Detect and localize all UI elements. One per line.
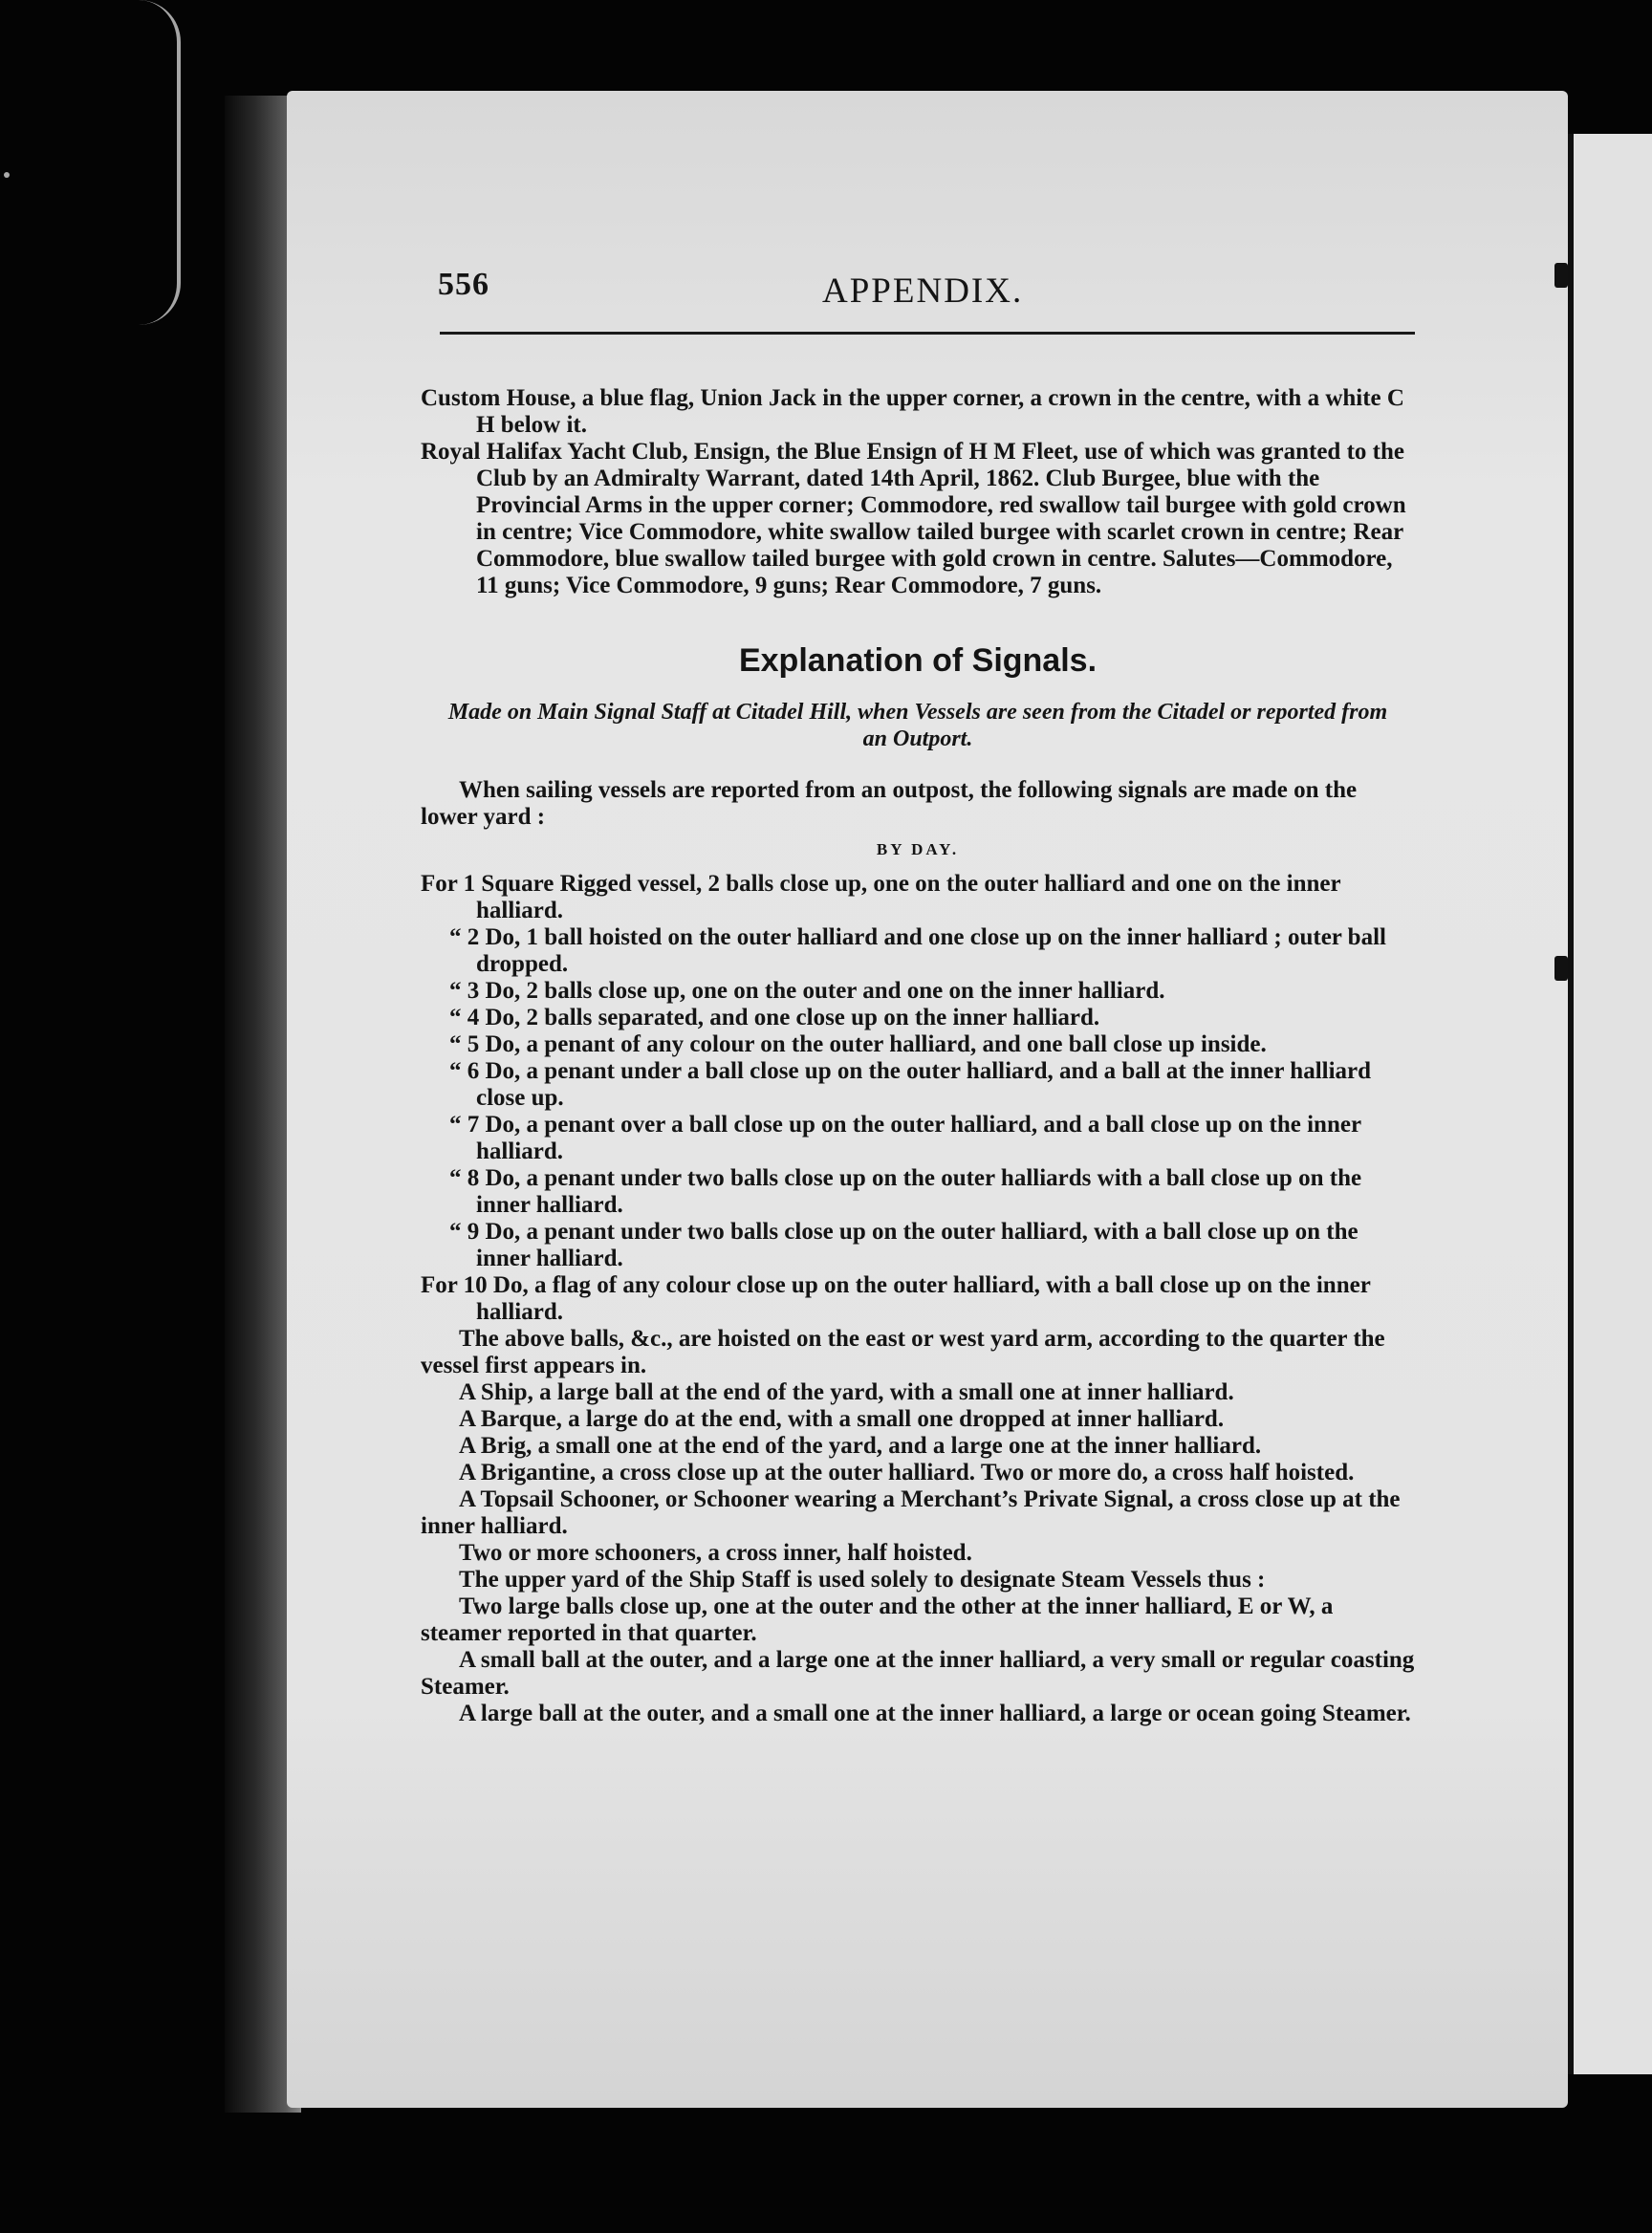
intro-paragraph: Custom House, a blue flag, Union Jack in the upper corner, a crown in the centre, with a white C H below it. <box>421 385 1404 438</box>
signal-item: “ 8 Do, a penant under two balls close up on the outer halliards with a ball close up on the inner halliard. <box>449 1165 1362 1218</box>
signal-item: “ 2 Do, 1 ball hoisted on the outer halliard and one close up on the inner halliard ; outer ball dropped. <box>449 924 1386 977</box>
signal-item: For 1 Square Rigged vessel, 2 balls close up, one on the outer halliard and one on the inner halliard. <box>421 871 1341 923</box>
header-rule <box>440 332 1415 335</box>
note-paragraph: The above balls, &c., are hoisted on the east or west yard arm, according to the quarter the vessel first appears in. <box>421 1326 1385 1378</box>
note-paragraph: A large ball at the outer, and a small one at the inner halliard, a large or ocean going Steamer. <box>459 1701 1411 1726</box>
intro-paragraph: Royal Halifax Yacht Club, Ensign, the Blue Ensign of H M Fleet, use of which was granted to the Club by an Admiralty Warrant, dated 14th April, 1862. Club Burgee, blue with the Provincial Arms in the upper corner; Commodore, red swallow tail burgee with gold crown in centre; Vice Commodore, white swallow tailed burgee with scarlet crown in centre; Rear Commodore, blue swallow tailed burgee with gold crown in centre. Salutes—Commodore, 11 guns; Vice Commodore, 9 guns; Rear Commodore, 7 guns. <box>421 439 1406 598</box>
signal-item: For 10 Do, a flag of any colour close up on the outer halliard, with a ball close up on the inner halliard. <box>421 1272 1371 1325</box>
scan-speck <box>4 172 10 178</box>
page-number: 556 <box>438 267 489 302</box>
binding-mark <box>1554 956 1568 981</box>
signal-item: “ 7 Do, a penant over a ball close up on the outer halliard, and a ball close up on the inner halliard. <box>449 1112 1361 1164</box>
running-head: APPENDIX. <box>822 271 1024 311</box>
note-paragraph: A Ship, a large ball at the end of the yard, with a small one at inner halliard. <box>459 1379 1234 1405</box>
lead-paragraph: When sailing vessels are reported from an outpost, the following signals are made on the lower yard : <box>421 777 1358 830</box>
note-paragraph: The upper yard of the Ship Staff is used solely to designate Steam Vessels thus : <box>459 1567 1266 1593</box>
note-paragraph: A Barque, a large do at the end, with a small one dropped at inner halliard. <box>459 1406 1225 1432</box>
binding-mark <box>1554 263 1568 288</box>
note-paragraph: A Topsail Schooner, or Schooner wearing a Merchant’s Private Signal, a cross close up at the inner halliard. <box>421 1486 1401 1539</box>
page-header <box>421 253 1415 320</box>
note-paragraph: A small ball at the outer, and a large one at the inner halliard, a very small or regular coasting Steamer. <box>421 1647 1415 1700</box>
signal-item: “ 3 Do, 2 balls close up, one on the outer and one on the inner halliard. <box>449 978 1165 1004</box>
signal-item: “ 6 Do, a penant under a ball close up on the outer halliard, and a ball at the inner halliard close up. <box>449 1058 1372 1111</box>
page-content <box>421 253 1415 1726</box>
facing-page-edge <box>1568 134 1652 2074</box>
body-text <box>421 385 1415 1727</box>
by-day-heading: BY DAY. <box>876 840 960 858</box>
signal-item: “ 4 Do, 2 balls separated, and one close up on the inner halliard. <box>449 1005 1100 1030</box>
note-paragraph: A Brigantine, a cross close up at the outer halliard. Two or more do, a cross half hoisted. <box>459 1460 1355 1485</box>
note-paragraph: A Brig, a small one at the end of the yard, and a large one at the inner halliard. <box>459 1433 1262 1459</box>
note-paragraph: Two large balls close up, one at the outer and the other at the inner halliard, E or W, a steamer reported in that quarter. <box>421 1593 1334 1646</box>
page-edge-curve <box>139 0 181 325</box>
signal-item: “ 5 Do, a penant of any colour on the outer halliard, and one ball close up inside. <box>449 1031 1267 1057</box>
section-title: Explanation of Signals. <box>738 642 1098 679</box>
signal-item: “ 9 Do, a penant under two balls close up on the outer halliard, with a ball close up on the inner halliard. <box>449 1219 1359 1271</box>
note-paragraph: Two or more schooners, a cross inner, half hoisted. <box>459 1540 972 1566</box>
section-subtitle: Made on Main Signal Staff at Citadel Hill, when Vessels are seen from the Citadel or reported from an Outport. <box>447 700 1388 751</box>
